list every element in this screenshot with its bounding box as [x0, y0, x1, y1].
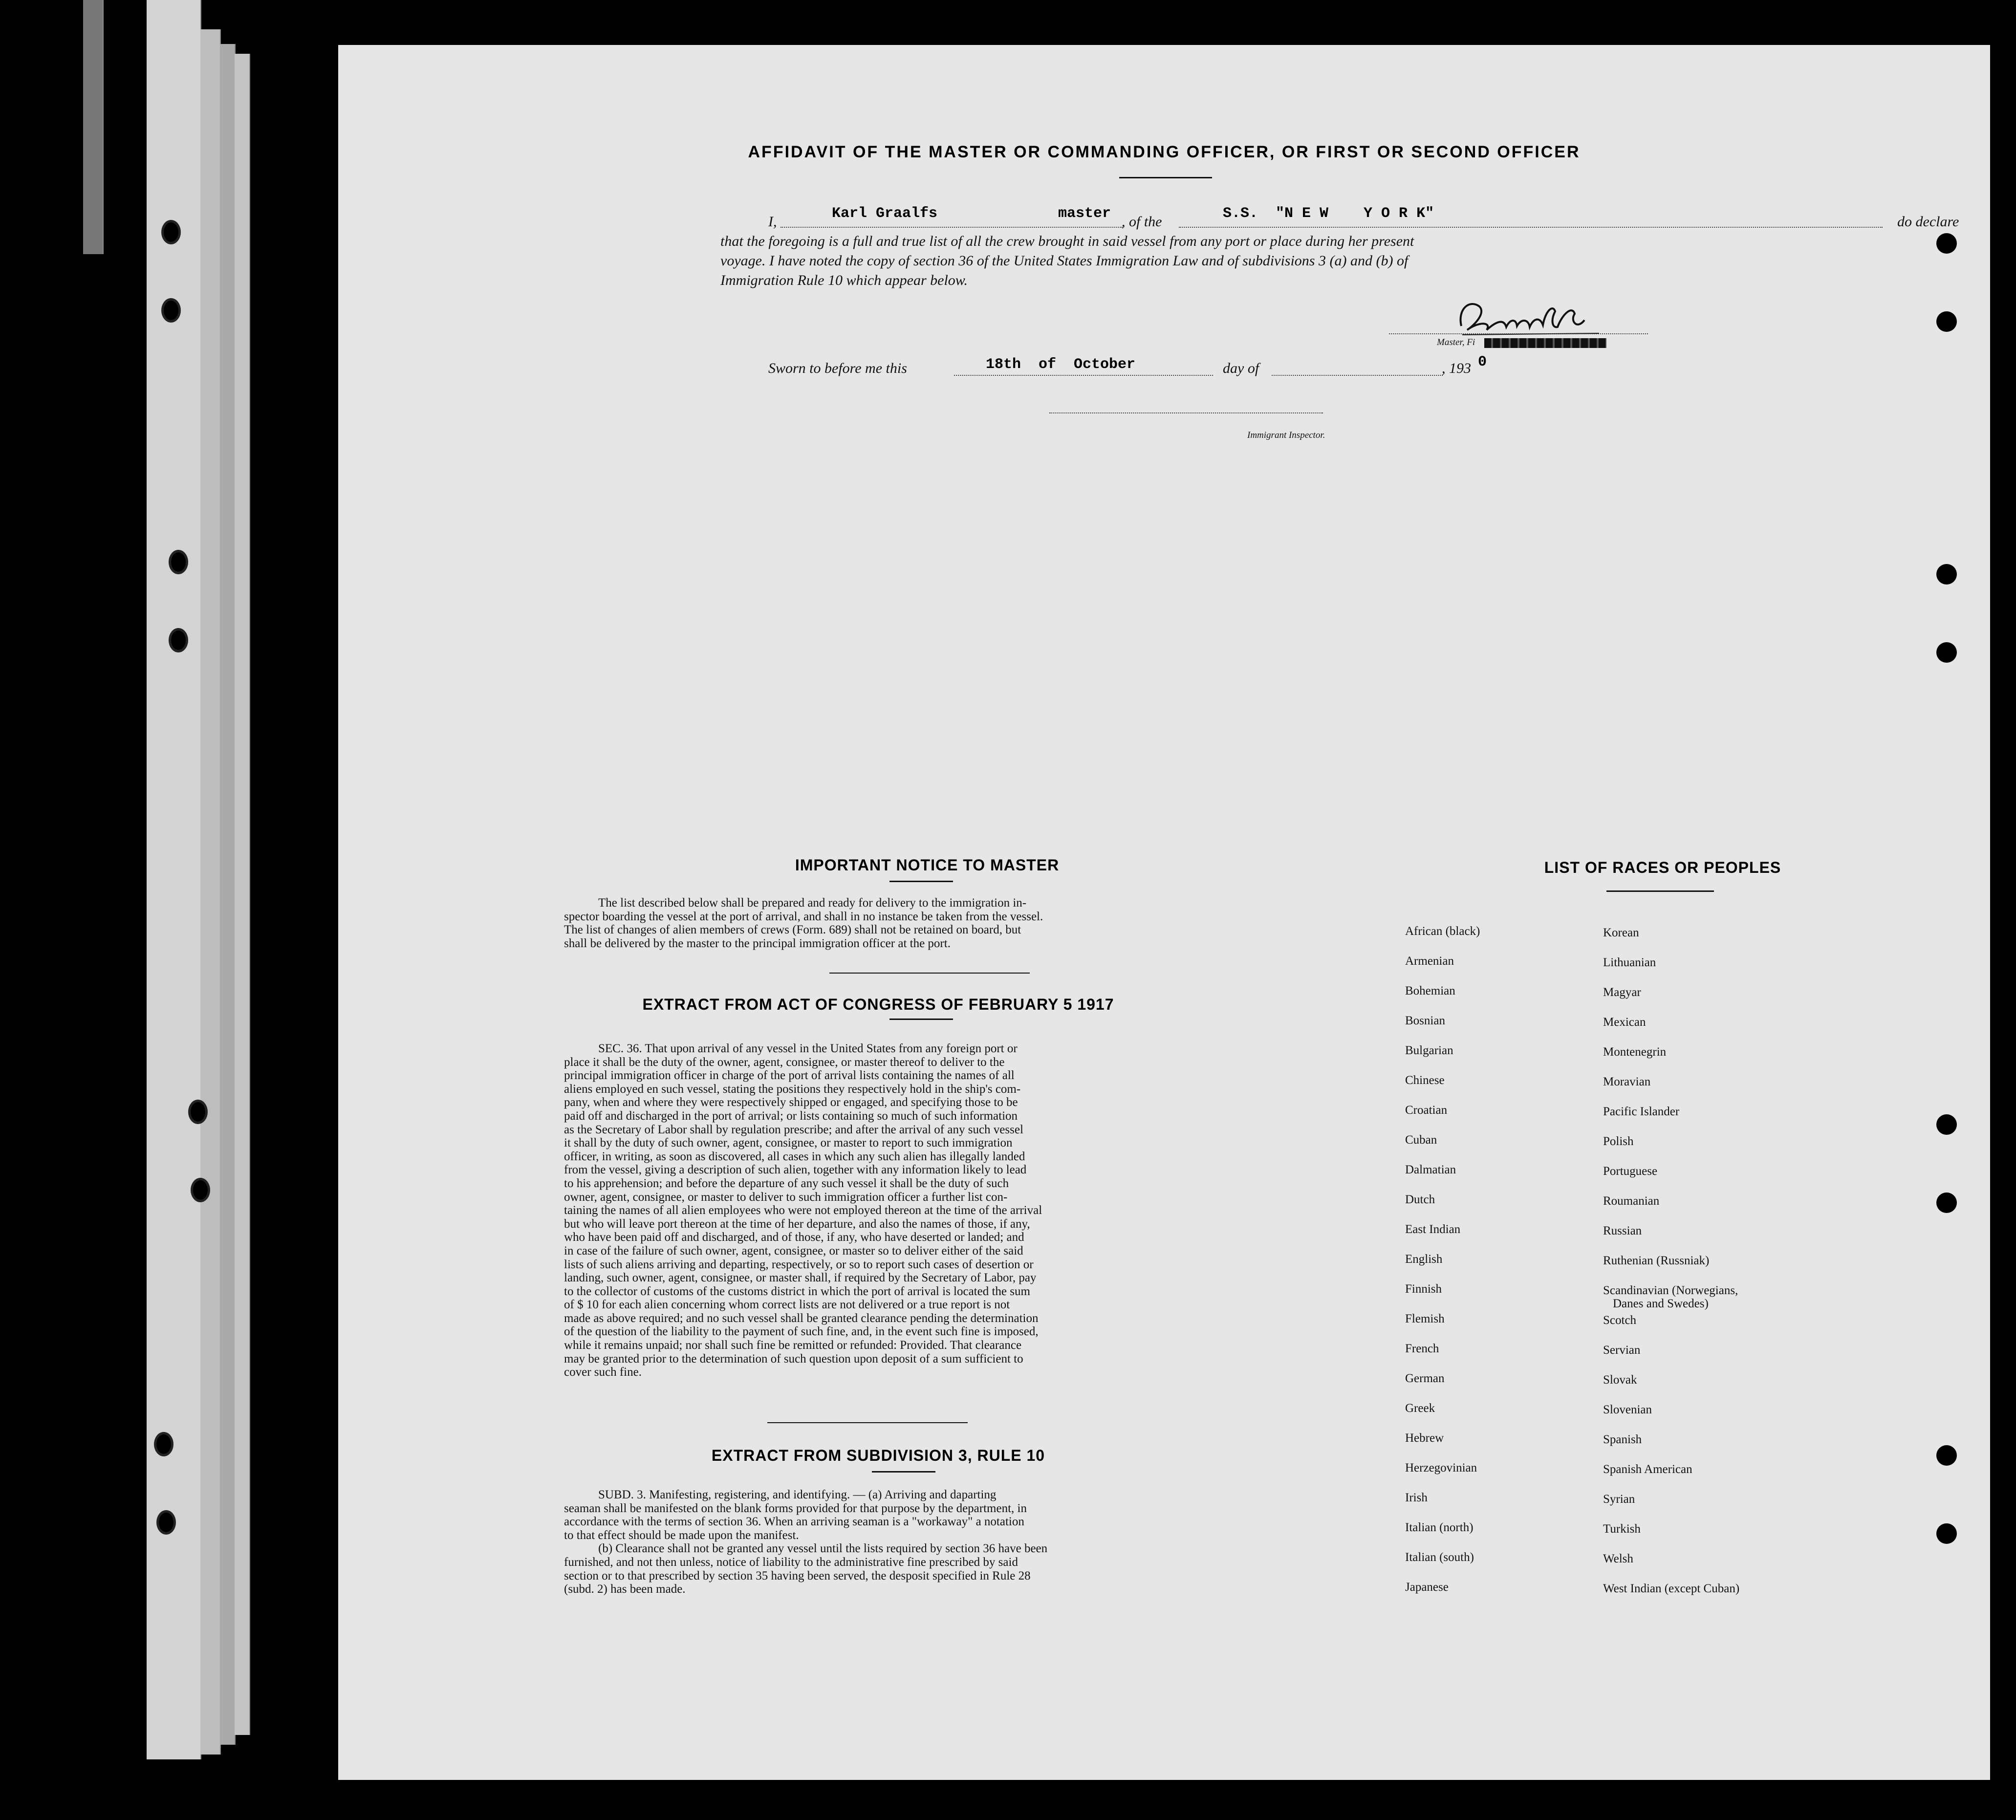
race-item: Bulgarian	[1405, 1044, 1453, 1057]
act-line: it shall by the duty of such owner, agent, consignee, or master to report to such immigration	[564, 1136, 1013, 1150]
punch-hole	[1936, 1192, 1957, 1213]
binder-hole	[191, 1178, 210, 1202]
binder-hole	[188, 1100, 208, 1124]
rule-text	[564, 1488, 1170, 1596]
race-item: Scandinavian (Norwegians,	[1603, 1284, 1738, 1297]
act-line: to the collector of customs of the customs district in which the port of arrival is located the sum	[564, 1284, 1030, 1298]
act-line: in case of the failure of such owner, agent, consignee, or master so to deliver either of the said	[564, 1244, 1023, 1257]
affidavit-line-3: voyage. I have noted the copy of section 36 of the United States Immigration Law and of subdivisions 3 (a) and (b) of	[720, 253, 1409, 269]
inspector-caption: Immigrant Inspector.	[1247, 430, 1325, 440]
rule-line: (b) Clearance shall not be granted any vessel until the lists required by section 36 have been	[598, 1542, 1048, 1556]
race-item-continuation: Danes and Swedes)	[1613, 1297, 1709, 1310]
act-line: may be granted prior to the determination of such question upon deposit of a sum sufficient to	[564, 1352, 1023, 1365]
notice-rule	[889, 881, 953, 882]
binder-edge	[235, 54, 250, 1735]
race-item: Greek	[1405, 1402, 1435, 1415]
race-item: Scotch	[1603, 1314, 1637, 1327]
notice-heading: IMPORTANT NOTICE TO MASTER	[795, 856, 1060, 874]
affidavit-line-2: that the foregoing is a full and true list of all the crew brought in said vessel from any port or place during her present	[720, 233, 1414, 249]
race-item: Syrian	[1603, 1493, 1635, 1506]
race-item: Hebrew	[1405, 1431, 1444, 1445]
act-line: while it remains unpaid; nor shall such fine be remitted or refunded: Provided. That clearance	[564, 1339, 1022, 1352]
act-line: of $ 10 for each alien concerning whom correct lists are not delivered or a true report is not	[564, 1298, 1010, 1312]
rule-line: section or to that prescribed by section 35 having been served, the desposit specified in Rule 28	[564, 1569, 1031, 1582]
race-item: Turkish	[1603, 1522, 1641, 1536]
act-line: made as above required; and no such vessel shall be granted clearance pending the determination	[564, 1311, 1039, 1325]
race-item: Chinese	[1405, 1074, 1445, 1087]
act-line: taining the names of all alien employees who were not employed thereon at the time of the arrival	[564, 1204, 1042, 1217]
notice-line: spector boarding the vessel at the port of arrival, and shall in no instance be taken from the vessel.	[564, 910, 1043, 923]
inspector-signature-line	[1049, 412, 1323, 413]
rule-line: (subd. 2) has been made.	[564, 1582, 686, 1596]
act-line: pany, when and where they were respectively shipped or engaged, and specifying those to be	[564, 1096, 1018, 1109]
race-item: Portuguese	[1603, 1165, 1658, 1178]
race-item: Armenian	[1405, 954, 1454, 968]
race-item: Spanish	[1603, 1433, 1642, 1446]
race-item: Flemish	[1405, 1312, 1445, 1325]
act-line: of the question of the liability to the payment of such fine, and, in the event such fine is imposed,	[564, 1325, 1039, 1339]
month-fill-line	[1272, 375, 1443, 376]
affidavit-line-4: Immigration Rule 10 which appear below.	[720, 272, 968, 288]
race-item: Polish	[1603, 1135, 1634, 1148]
race-item: African (black)	[1405, 925, 1480, 938]
rule-line: SUBD. 3. Manifesting, registering, and identifying. — (a) Arriving and daparting	[598, 1488, 997, 1501]
do-declare-label: do declare	[1897, 214, 1959, 230]
binder-hole	[169, 628, 188, 652]
act-line: cover such fine.	[564, 1365, 642, 1379]
race-item: Korean	[1603, 926, 1639, 939]
act-text	[564, 1042, 1170, 1379]
race-item: Moravian	[1603, 1075, 1651, 1088]
day-of-label: day of	[1223, 360, 1259, 376]
vessel-name: S.S. "N E W Y O R K"	[1223, 205, 1434, 222]
race-item: Italian (south)	[1405, 1551, 1474, 1564]
signature-caption: Master, Fi	[1437, 337, 1475, 347]
punch-hole	[1936, 233, 1957, 254]
act-line: aliens employed en such vessel, stating the positions they respectively hold in the ship's com-	[564, 1082, 1021, 1096]
notice-text	[564, 896, 1170, 950]
race-item: German	[1405, 1372, 1445, 1385]
race-item: Bosnian	[1405, 1014, 1445, 1027]
act-line: but who will leave port thereon at the time of her departure, and also the names of those, if any,	[564, 1217, 1030, 1231]
race-item: Dalmatian	[1405, 1163, 1456, 1176]
race-item: Cuban	[1405, 1133, 1437, 1147]
race-item: French	[1405, 1342, 1439, 1355]
punch-hole	[1936, 1523, 1957, 1544]
binder-edge	[200, 29, 221, 1755]
act-line: to his apprehension; and before the departure of any such vessel it shall be the duty of such	[564, 1176, 1009, 1190]
sworn-date-line	[954, 375, 1213, 376]
punch-hole	[1936, 564, 1957, 585]
race-item: Welsh	[1603, 1552, 1633, 1565]
act-line: owner, agent, consignee, or master to deliver to such immigration officer a further list con-	[564, 1190, 1008, 1204]
act-line: paid off and discharged in the port of arrival; or lists containing so much of such information	[564, 1109, 1018, 1123]
act-line: as the Secretary of Labor shall by regulation prescribe; and after the arrival of any such vessel	[564, 1123, 1023, 1136]
master-rank: master	[1058, 205, 1111, 222]
race-item: Japanese	[1405, 1581, 1449, 1594]
act-line: place it shall be the duty of the owner, agent, consignee, or master thereof to deliver to the	[564, 1055, 1005, 1069]
act-line: officer, in writing, as soon as discovered, all cases in which any such alien has illegally landed	[564, 1149, 1025, 1163]
binder-edge	[220, 44, 236, 1745]
year-digit: 0	[1478, 354, 1487, 370]
binder-hole	[161, 220, 181, 244]
affidavit-pronoun: I,	[768, 214, 777, 230]
affidavit-heading: AFFIDAVIT OF THE MASTER OR COMMANDING OFFICER, OR FIRST OR SECOND OFFICER	[748, 143, 1581, 161]
heading-rule	[1119, 177, 1212, 178]
race-item: Lithuanian	[1603, 956, 1656, 969]
signature-line	[1389, 333, 1648, 334]
rule-line: to that effect should be made upon the manifest.	[564, 1528, 799, 1542]
act-line: landing, such owner, agent, consignee, or master shall, if required by the Secretary of Labor, pay	[564, 1271, 1037, 1285]
races-rule	[1606, 890, 1714, 892]
race-item: Irish	[1405, 1491, 1428, 1504]
section-divider	[829, 973, 1030, 974]
race-item: Roumanian	[1603, 1194, 1660, 1208]
race-item: Ruthenian (Russniak)	[1603, 1254, 1710, 1267]
section-divider	[767, 1422, 968, 1423]
binder-edge	[83, 0, 104, 254]
notice-line: The list of changes of alien members of crews (Form. 689) shall not be retained on board, but	[564, 923, 1021, 937]
binder-hole	[161, 298, 181, 323]
of-the-label: , of the	[1122, 214, 1162, 230]
race-item: English	[1405, 1253, 1443, 1266]
race-item: Mexican	[1603, 1016, 1646, 1029]
act-line: SEC. 36. That upon arrival of any vessel in the United States from any foreign port or	[598, 1042, 1018, 1055]
act-line: from the vessel, giving a description of such alien, together with any information likely to lead	[564, 1163, 1027, 1177]
struck-title	[1484, 338, 1606, 348]
punch-hole	[1936, 1114, 1957, 1135]
sworn-label: Sworn to before me this	[768, 360, 907, 376]
punch-hole	[1936, 1445, 1957, 1466]
race-item: Slovenian	[1603, 1403, 1652, 1416]
race-item: East Indian	[1405, 1223, 1461, 1236]
race-item: Bohemian	[1405, 984, 1455, 997]
race-item: Finnish	[1405, 1282, 1442, 1296]
race-item: Herzegovinian	[1405, 1461, 1477, 1474]
master-signature	[1452, 292, 1609, 346]
rule-heading: EXTRACT FROM SUBDIVISION 3, RULE 10	[711, 1447, 1045, 1464]
name-fill-line	[780, 227, 1123, 228]
binder-edge	[147, 0, 201, 1759]
sworn-date: 18th of October	[986, 356, 1136, 373]
rule-underline	[872, 1471, 935, 1473]
race-item: Russian	[1603, 1224, 1642, 1237]
races-heading: LIST OF RACES OR PEOPLES	[1544, 859, 1781, 876]
notice-line: The list described below shall be prepared and ready for delivery to the immigration in-	[598, 896, 1027, 910]
rule-line: furnished, and not then unless, notice of liability to the administrative fine prescribed by said	[564, 1555, 1018, 1569]
notice-line: shall be delivered by the master to the principal immigration officer at the port.	[564, 936, 951, 950]
vessel-fill-line	[1179, 227, 1883, 228]
race-item: Spanish American	[1603, 1463, 1692, 1476]
race-item: Croatian	[1405, 1104, 1448, 1117]
race-item: Magyar	[1603, 986, 1641, 999]
punch-hole	[1936, 642, 1957, 663]
master-name: Karl Graalfs	[832, 205, 938, 222]
act-line: lists of such aliens arriving and departing, respectively, or so to report such cases of desertion or	[564, 1257, 1034, 1271]
document-page	[338, 45, 1990, 1780]
rule-line: seaman shall be manifested on the blank forms provided for that purpose by the department, in	[564, 1501, 1027, 1515]
act-rule	[889, 1018, 953, 1020]
year-prefix: , 193	[1442, 360, 1471, 376]
race-item: Slovak	[1603, 1373, 1637, 1387]
race-item: Pacific Islander	[1603, 1105, 1680, 1118]
binder-hole	[169, 550, 188, 574]
race-item: Servian	[1603, 1343, 1641, 1357]
race-item: Italian (north)	[1405, 1521, 1474, 1534]
race-item: Montenegrin	[1603, 1045, 1667, 1059]
race-item: Dutch	[1405, 1193, 1435, 1206]
act-line: principal immigration officer in charge of the port of arrival lists containing the names of all	[564, 1069, 1015, 1083]
act-line: who have been paid off and discharged, and of those, if any, who have deserted or landed; and	[564, 1231, 1024, 1244]
act-heading: EXTRACT FROM ACT OF CONGRESS OF FEBRUARY 5 1917	[642, 996, 1114, 1013]
binder-hole	[156, 1510, 176, 1535]
race-item: West Indian (except Cuban)	[1603, 1582, 1740, 1595]
binder-hole	[154, 1432, 173, 1456]
rule-line: accordance with the terms of section 36. When an arriving seaman is a "workaway" a notation	[564, 1515, 1024, 1529]
punch-hole	[1936, 311, 1957, 332]
